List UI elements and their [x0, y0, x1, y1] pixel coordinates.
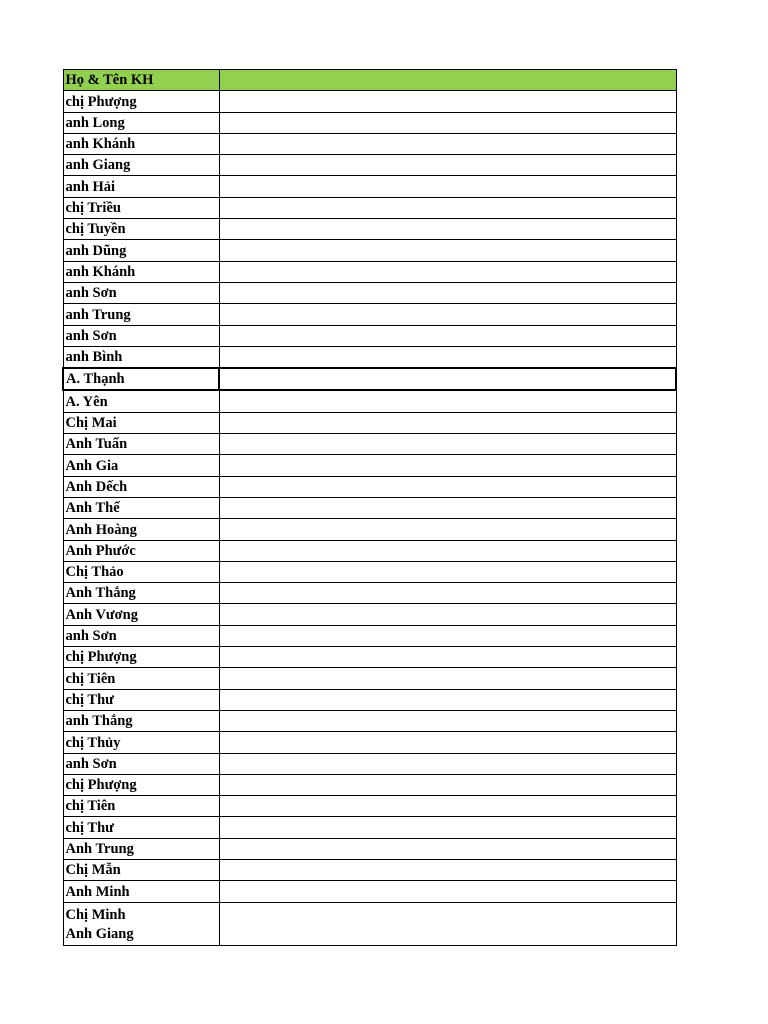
- blank-cell[interactable]: [219, 133, 676, 154]
- table-row: [63, 838, 676, 859]
- name-cell[interactable]: chị Phượng: [63, 774, 219, 795]
- name-cell[interactable]: Anh Phước: [63, 540, 219, 561]
- name-cell[interactable]: Anh Hoàng: [63, 519, 219, 540]
- name-cell[interactable]: anh Khánh: [63, 133, 219, 154]
- blank-cell[interactable]: [219, 455, 676, 476]
- table-row: [63, 412, 676, 433]
- name-cell[interactable]: A. Yên: [63, 390, 219, 412]
- name-cell[interactable]: chị Tiên: [63, 668, 219, 689]
- name-cell[interactable]: Anh Trung: [63, 838, 219, 859]
- blank-cell[interactable]: [219, 304, 676, 325]
- name-cell[interactable]: Anh Vương: [63, 604, 219, 625]
- table-row: [63, 647, 676, 668]
- table-row: [63, 604, 676, 625]
- name-cell[interactable]: Anh Minh: [63, 881, 219, 902]
- name-cell[interactable]: anh Sơn: [63, 325, 219, 346]
- table-row: [63, 859, 676, 880]
- table-row: [63, 561, 676, 582]
- name-cell[interactable]: Anh Tuấn: [63, 434, 219, 455]
- blank-cell[interactable]: [219, 710, 676, 731]
- name-cell[interactable]: Anh Thắng: [63, 583, 219, 604]
- blank-cell[interactable]: [219, 668, 676, 689]
- blank-cell[interactable]: [219, 902, 676, 945]
- blank-cell[interactable]: [219, 282, 676, 303]
- name-cell[interactable]: chị Tiên: [63, 796, 219, 817]
- table-row: [63, 774, 676, 795]
- table-row: [63, 519, 676, 540]
- blank-cell[interactable]: [219, 476, 676, 497]
- table-row: [63, 240, 676, 261]
- blank-cell[interactable]: [219, 240, 676, 261]
- blank-cell[interactable]: [219, 732, 676, 753]
- name-cell[interactable]: anh Sơn: [63, 625, 219, 646]
- blank-cell[interactable]: [219, 155, 676, 176]
- table-row: [63, 455, 676, 476]
- name-cell[interactable]: chị Thư: [63, 817, 219, 838]
- table-row: [63, 112, 676, 133]
- table-row: [63, 753, 676, 774]
- name-cell[interactable]: chị Tuyền: [63, 219, 219, 240]
- table-row: [63, 625, 676, 646]
- name-cell[interactable]: Chị Minh Anh Giang: [63, 902, 219, 945]
- name-cell[interactable]: chị Thư: [63, 689, 219, 710]
- table-row: [63, 583, 676, 604]
- name-cell[interactable]: anh Dũng: [63, 240, 219, 261]
- table-row: [63, 155, 676, 176]
- table-row: [63, 304, 676, 325]
- name-cell[interactable]: anh Long: [63, 112, 219, 133]
- name-cell[interactable]: Chị Mẫn: [63, 859, 219, 880]
- table-row: [63, 497, 676, 518]
- table-row: [63, 817, 676, 838]
- blank-cell[interactable]: [219, 261, 676, 282]
- header-cell-blank[interactable]: [219, 70, 676, 91]
- table-row: [63, 133, 676, 154]
- name-cell[interactable]: Anh Gia: [63, 455, 219, 476]
- table-row: [63, 881, 676, 902]
- header-cell-name[interactable]: Họ & Tên KH: [63, 70, 219, 91]
- table-row: [63, 282, 676, 303]
- table-row: [63, 902, 676, 945]
- table-row: [63, 219, 676, 240]
- name-cell[interactable]: anh Bình: [63, 346, 219, 368]
- table-row: [63, 261, 676, 282]
- name-cell[interactable]: anh Trung: [63, 304, 219, 325]
- table-row: [63, 434, 676, 455]
- table-row: [63, 346, 676, 368]
- table-row: [63, 176, 676, 197]
- blank-cell[interactable]: [219, 817, 676, 838]
- blank-cell[interactable]: [219, 112, 676, 133]
- name-cell[interactable]: anh Sơn: [63, 753, 219, 774]
- blank-cell[interactable]: [219, 859, 676, 880]
- blank-cell[interactable]: [219, 604, 676, 625]
- table-row: [63, 796, 676, 817]
- name-cell[interactable]: anh Hải: [63, 176, 219, 197]
- table-row: [63, 732, 676, 753]
- table-row: [63, 325, 676, 346]
- name-cell[interactable]: anh Thắng: [63, 710, 219, 731]
- table-row: [63, 91, 676, 112]
- blank-cell[interactable]: [219, 753, 676, 774]
- name-cell[interactable]: chị Phượng: [63, 647, 219, 668]
- blank-cell[interactable]: [219, 647, 676, 668]
- table-row: [63, 668, 676, 689]
- blank-cell[interactable]: [219, 91, 676, 112]
- blank-cell[interactable]: [219, 368, 676, 390]
- blank-cell[interactable]: [219, 434, 676, 455]
- blank-cell[interactable]: [219, 497, 676, 518]
- blank-cell[interactable]: [219, 346, 676, 368]
- blank-cell[interactable]: [219, 689, 676, 710]
- name-cell[interactable]: Anh Thế: [63, 497, 219, 518]
- table-row: [63, 540, 676, 561]
- name-cell[interactable]: chị Thủy: [63, 732, 219, 753]
- name-cell[interactable]: anh Giang: [63, 155, 219, 176]
- name-cell[interactable]: Chị Mai: [63, 412, 219, 433]
- table-row: [63, 689, 676, 710]
- name-cell[interactable]: chị Phượng: [63, 91, 219, 112]
- blank-cell[interactable]: [219, 325, 676, 346]
- blank-cell[interactable]: [219, 412, 676, 433]
- name-cell[interactable]: Chị Thảo: [63, 561, 219, 582]
- header-row: [63, 70, 676, 91]
- blank-cell[interactable]: [219, 796, 676, 817]
- blank-cell[interactable]: [219, 774, 676, 795]
- customer-table: [62, 69, 677, 946]
- table-row: [63, 368, 676, 390]
- name-cell[interactable]: anh Sơn: [63, 282, 219, 303]
- blank-cell[interactable]: [219, 197, 676, 218]
- name-cell[interactable]: Anh Dếch: [63, 476, 219, 497]
- table-row: [63, 197, 676, 218]
- name-cell[interactable]: A. Thạnh: [63, 368, 219, 390]
- table-row: [63, 710, 676, 731]
- blank-cell[interactable]: [219, 390, 676, 412]
- blank-cell[interactable]: [219, 561, 676, 582]
- blank-cell[interactable]: [219, 540, 676, 561]
- blank-cell[interactable]: [219, 583, 676, 604]
- blank-cell[interactable]: [219, 838, 676, 859]
- name-cell[interactable]: chị Triều: [63, 197, 219, 218]
- blank-cell[interactable]: [219, 219, 676, 240]
- blank-cell[interactable]: [219, 176, 676, 197]
- blank-cell[interactable]: [219, 519, 676, 540]
- blank-cell[interactable]: [219, 625, 676, 646]
- name-cell[interactable]: anh Khánh: [63, 261, 219, 282]
- blank-cell[interactable]: [219, 881, 676, 902]
- table-row: [63, 390, 676, 412]
- table-row: [63, 476, 676, 497]
